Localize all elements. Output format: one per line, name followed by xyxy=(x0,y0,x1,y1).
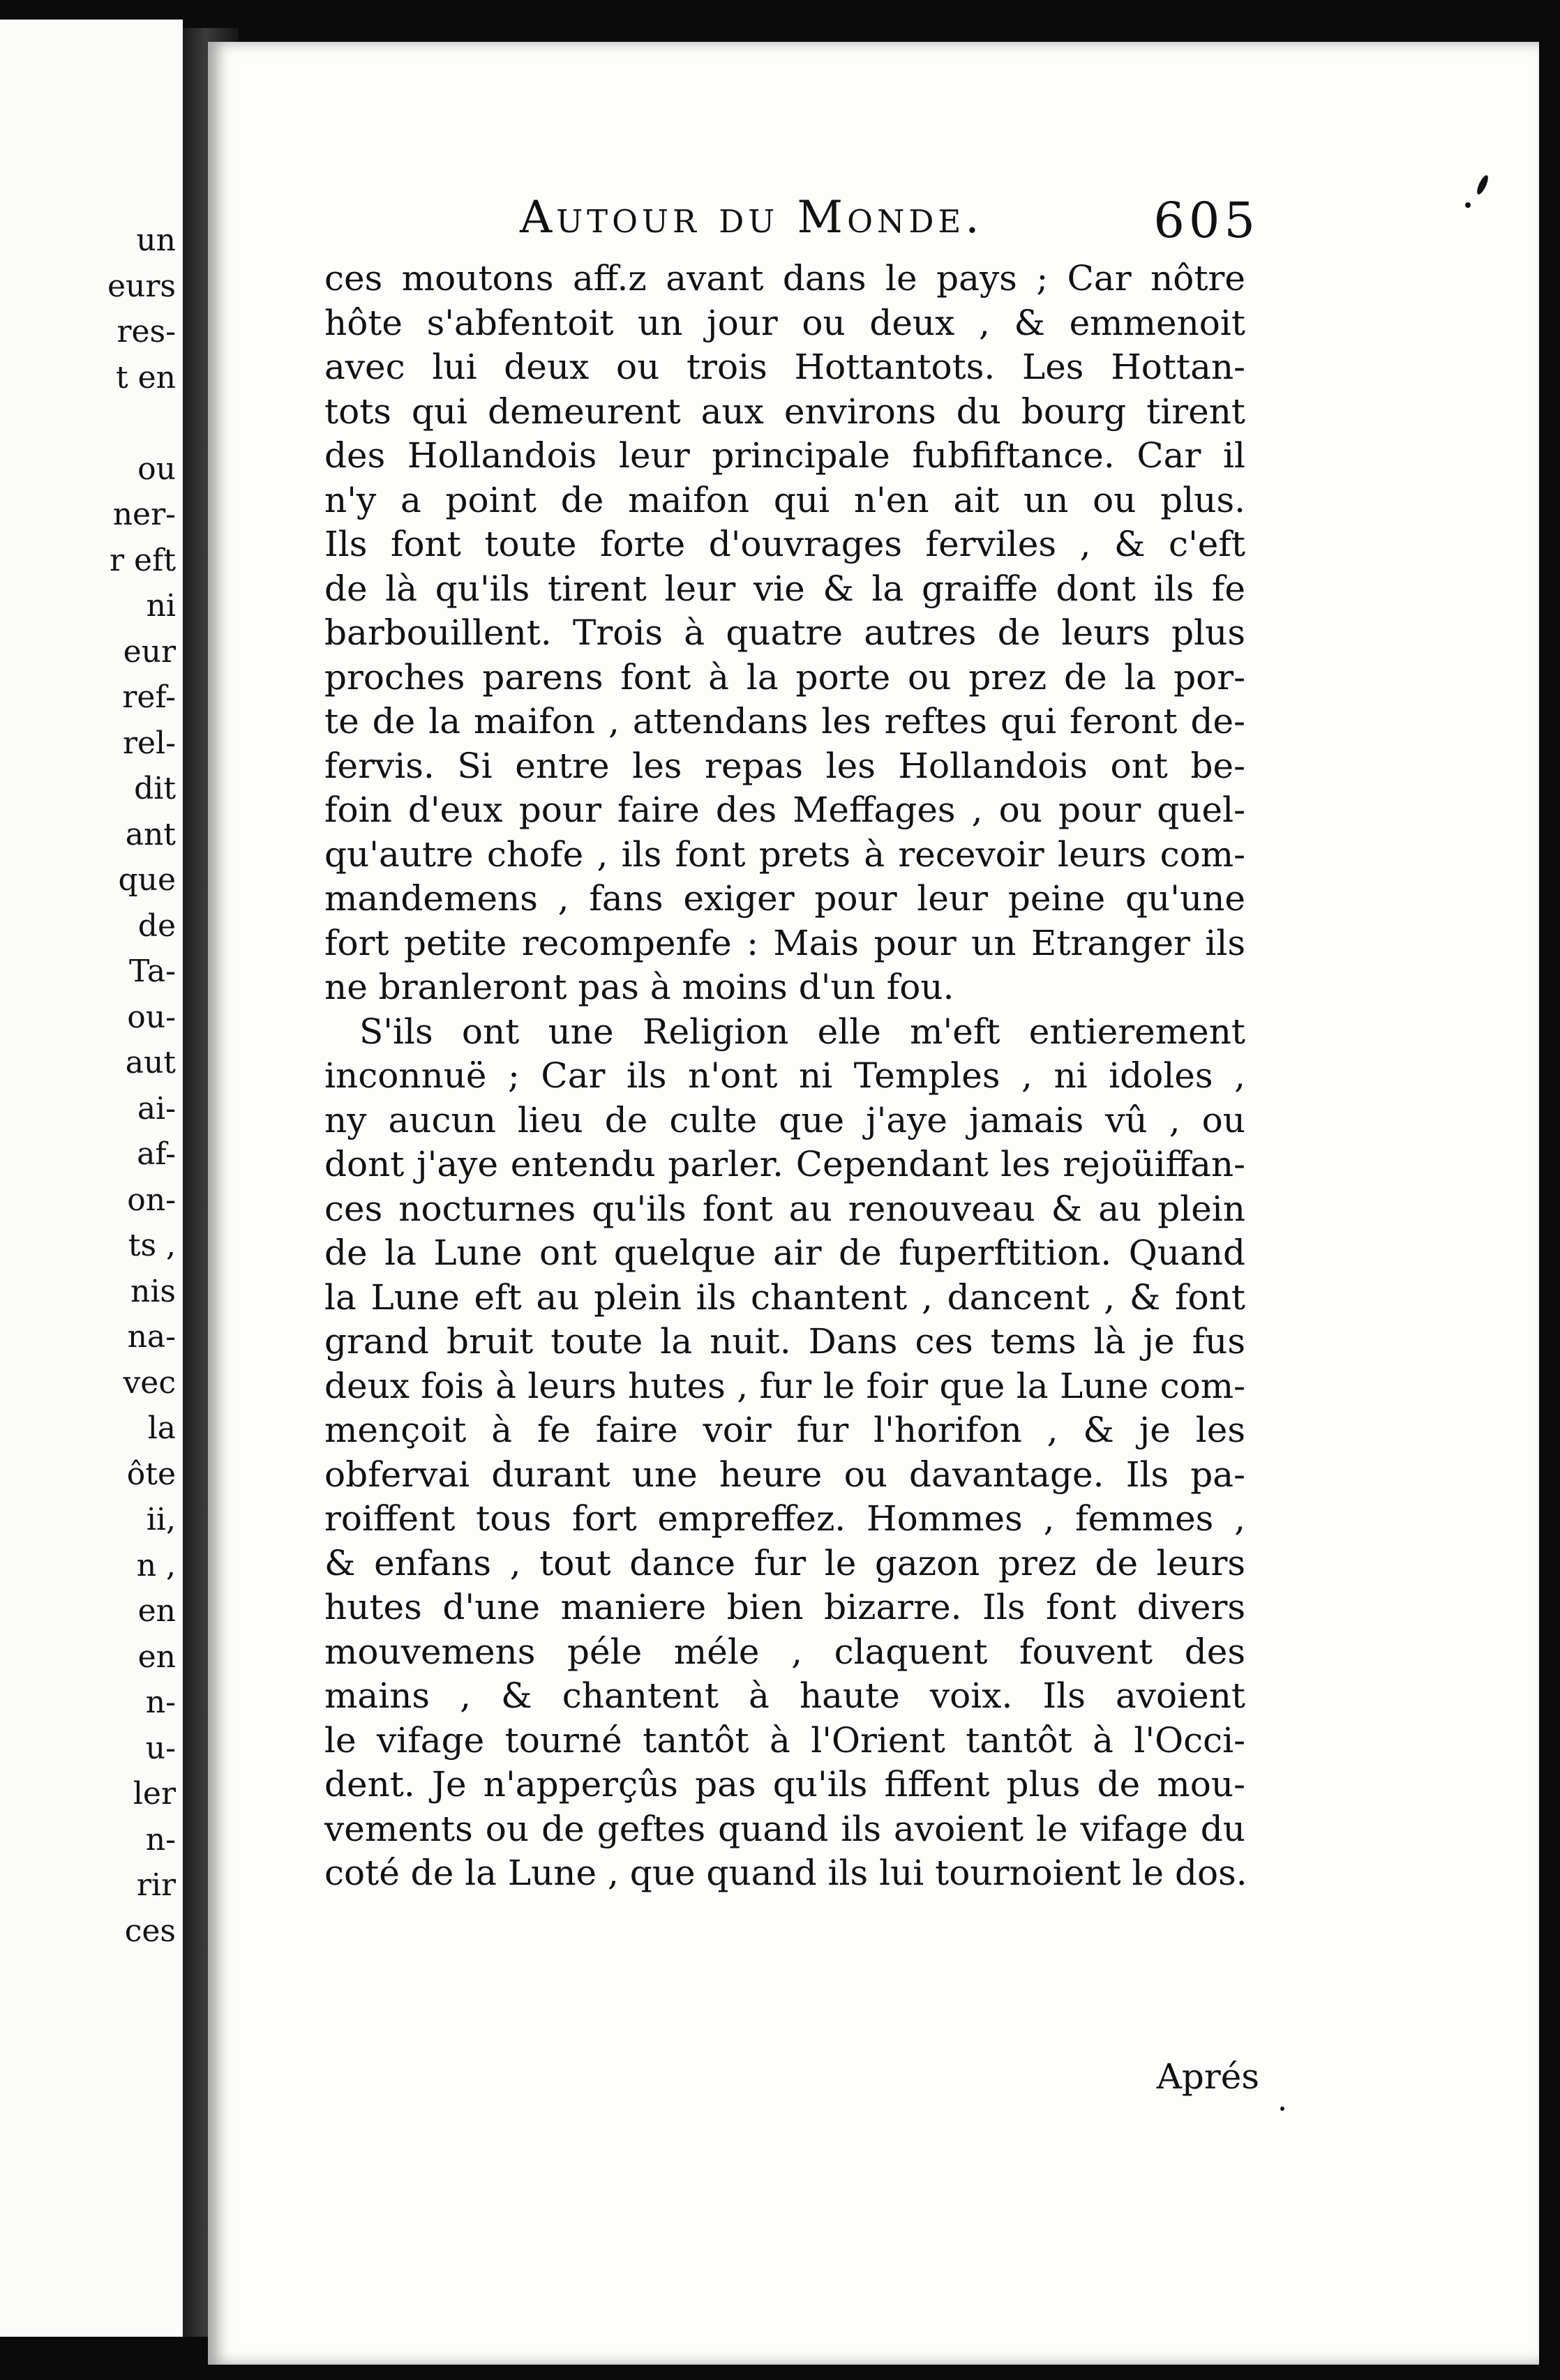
text-line: ces nocturnes qu'ils font au renouveau & au plein xyxy=(324,1188,1245,1229)
left-page-fragment: ts , xyxy=(128,1228,176,1263)
text-line: le vifage tourné tantôt à l'Orient tantôt à l'Occi- xyxy=(324,1719,1245,1761)
left-page-fragment: rel- xyxy=(122,725,176,761)
text-line: mandemens , fans exiger pour leur peine qu'une xyxy=(324,878,1245,919)
left-page-fragment: eurs xyxy=(107,268,176,304)
text-line: hôte s'abfentoit un jour ou deux , & emmenoit xyxy=(324,302,1245,343)
running-head-title: Autour du Monde. xyxy=(520,192,984,243)
page-number: 605 xyxy=(1153,192,1259,249)
text-line: n'y a point de maifon qui n'en ait un ou plus. xyxy=(324,479,1245,520)
left-page-fragment: r eft xyxy=(109,542,176,578)
scan-speck xyxy=(1465,202,1471,208)
text-line: ces moutons aff.z avant dans le pays ; Car nôtre xyxy=(324,258,1245,299)
text-line: roiffent tous fort empreffez. Hommes , femmes , xyxy=(324,1498,1245,1539)
text-line: obfervai durant une heure ou davantage. Ils pa- xyxy=(324,1454,1245,1495)
text-line: barbouillent. Trois à quatre autres de leurs plus xyxy=(324,612,1245,653)
left-page-fragment: en xyxy=(137,1593,176,1629)
left-page-fragment: ôte xyxy=(126,1456,176,1492)
scan-edge xyxy=(1539,28,1560,2380)
text-line: fervis. Si entre les repas les Hollandois ont be- xyxy=(324,745,1245,786)
text-line: dont j'aye entendu parler. Cependant les rejoüiffan- xyxy=(324,1144,1245,1184)
text-line: qu'autre chofe , ils font prets à recevoir leurs com- xyxy=(324,834,1245,875)
text-line: inconnuë ; Car ils n'ont ni Temples , ni idoles , xyxy=(324,1055,1245,1096)
left-page-fragment: ii, xyxy=(146,1502,176,1537)
body-text xyxy=(324,257,1245,1896)
text-line: avec lui deux ou trois Hottantots. Les Hottan- xyxy=(324,347,1245,387)
text-line: te de la maifon , attendans les reftes qui feront de- xyxy=(324,701,1245,741)
left-page-fragment: ces xyxy=(124,1913,176,1949)
left-page-fragment: la xyxy=(147,1410,176,1446)
text-line: de là qu'ils tirent leur vie & la graiffe dont ils fe xyxy=(324,568,1245,609)
left-page-fragment: en xyxy=(137,1639,176,1675)
left-page-fragment: ou- xyxy=(127,999,176,1035)
left-page-fragment: af- xyxy=(137,1136,176,1172)
left-page-fragment: eur xyxy=(123,633,176,670)
left-page-fragment: nis xyxy=(130,1273,176,1309)
text-line: des Hollandois leur principale fubfiftance. Car il xyxy=(324,435,1245,476)
left-page-fragment: un xyxy=(136,223,176,258)
left-page-fragment: na- xyxy=(127,1319,176,1355)
text-line: deux fois à leurs hutes , fur le foir que la Lune com- xyxy=(324,1365,1245,1406)
left-page-fragment: n- xyxy=(145,1685,176,1720)
left-page-fragment: ler xyxy=(133,1776,176,1812)
left-page-fragment: que xyxy=(118,862,176,898)
left-page-fragment: u- xyxy=(145,1730,176,1766)
left-page-fragment: n- xyxy=(145,1821,176,1858)
text-line: la Lune eft au plein ils chantent , dancent , & font xyxy=(324,1276,1245,1318)
left-page-fragment: ai- xyxy=(137,1090,176,1127)
text-line: coté de la Lune , que quand ils lui tournoient le dos. xyxy=(324,1853,1247,1893)
text-line: tots qui demeurent aux environs du bourg tirent xyxy=(324,391,1245,432)
left-page xyxy=(0,20,183,2337)
text-line: mouvemens péle méle , claquent fouvent des xyxy=(324,1631,1245,1672)
text-line: foin d'eux pour faire des Meffages , ou pour quel- xyxy=(324,790,1245,830)
text-line: proches parens font à la porte ou prez de la por- xyxy=(324,656,1245,698)
left-page-fragment: on- xyxy=(127,1182,176,1218)
text-line: & enfans , tout dance fur le gazon prez de leurs xyxy=(324,1542,1245,1583)
left-page-fragment: Ta- xyxy=(128,954,176,989)
left-page-fragment: t en xyxy=(115,359,176,396)
left-page-fragment: vec xyxy=(123,1364,176,1401)
text-line: grand bruit toute la nuit. Dans ces tems là je fus xyxy=(324,1321,1245,1362)
text-line: Ils font toute forte d'ouvrages ferviles , & c'eft xyxy=(324,524,1245,564)
left-page-fragment: n , xyxy=(136,1547,176,1583)
running-head xyxy=(520,192,1259,255)
left-page-fragment: ou xyxy=(137,451,176,487)
left-page-fragment: aut xyxy=(125,1045,176,1080)
left-page-fragment: res- xyxy=(117,314,176,349)
catchword: Aprés xyxy=(1156,2056,1259,2097)
text-line: ne branleront pas à moins d'un fou. xyxy=(324,967,954,1007)
left-page-fragment: ner- xyxy=(112,497,176,532)
left-page-fragment: ant xyxy=(125,816,176,852)
text-line: S'ils ont une Religion elle m'eft entierement xyxy=(359,1011,1245,1052)
text-line: dent. Je n'apperçûs pas qu'ils fiffent plus de mou- xyxy=(324,1764,1245,1805)
left-page-fragment: de xyxy=(137,907,176,944)
scan-speck xyxy=(1280,2107,1284,2111)
left-page-fragment: rir xyxy=(136,1867,176,1903)
text-line: de la Lune ont quelque air de fuperftition. Quand xyxy=(324,1233,1245,1273)
text-line: mains , & chantent à haute voix. Ils avoient xyxy=(324,1675,1245,1716)
text-line: ny aucun lieu de culte que j'aye jamais vû , ou xyxy=(324,1099,1245,1140)
text-line: fort petite recompenfe : Mais pour un Etranger ils xyxy=(324,922,1245,963)
left-page-fragment: ref- xyxy=(122,679,176,715)
left-page-fragment: ni xyxy=(146,588,176,624)
text-line: vements ou de geftes quand ils avoient le vifage du xyxy=(324,1808,1245,1849)
text-line: mençoit à fe faire voir fur l'horifon , & je les xyxy=(324,1410,1245,1450)
left-page-fragment: dit xyxy=(134,771,176,806)
text-line: hutes d'une maniere bien bizarre. Ils font divers xyxy=(324,1587,1245,1627)
